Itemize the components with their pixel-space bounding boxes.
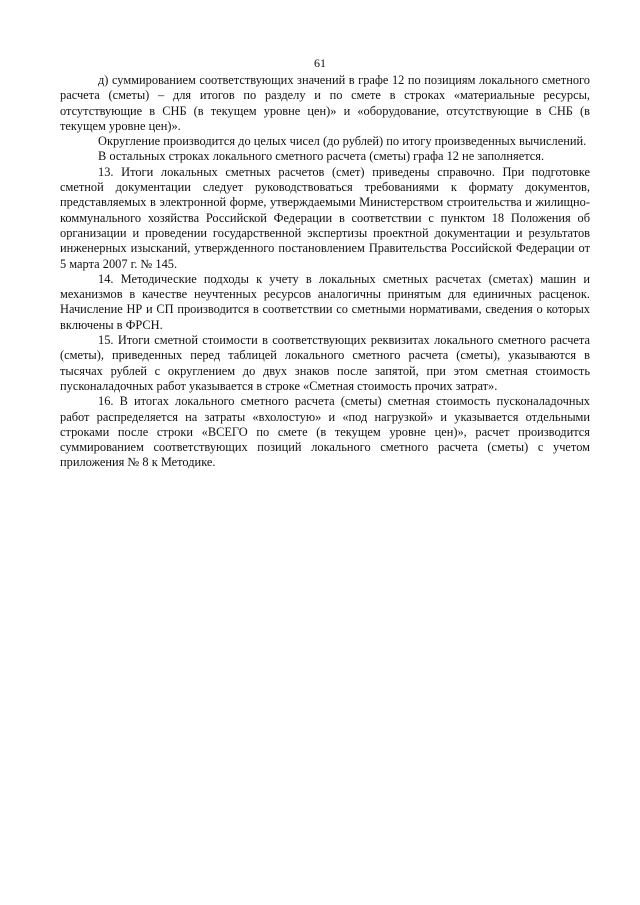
- paragraph-14: 14. Методические подходы к учету в локальных сметных расчетах (сметах) машин и механизмов в качестве неучтенных ресурсов аналогичны принятым для единичных расценок. Начисление НР и СП производится в соответствии со сметными нормативами, сведения о которых включены в ФРСН.: [60, 271, 590, 332]
- page-number: 61: [314, 56, 326, 70]
- paragraph-16: 16. В итогах локального сметного расчета (сметы) сметная стоимость пусконаладочных работ распределяется на затраты «вхолостую» и «под нагрузкой» и указывается отдельными строками после строки «ВСЕГО по смете (в текущем уровне цен)», расчет производится суммированием соответствующих позиций локального сметного расчета (сметы) с учетом приложения № 8 к Методике.: [60, 394, 590, 470]
- paragraph-item-d: д) суммированием соответствующих значений в графе 12 по позициям локального сметного расчета (сметы) – для итогов по разделу и по смете в строках «материальные ресурсы, отсутствующие в СНБ (в текущем уровне цен)» и «оборудование, отсутствующие в СНБ (в текущем уровне цен)».: [60, 73, 590, 133]
- paragraph-other-rows: В остальных строках локального сметного расчета (сметы) графа 12 не заполняется.: [98, 149, 545, 164]
- paragraph-15: 15. Итоги сметной стоимости в соответствующих реквизитах локального сметного расчета (сметы), приведенных перед таблицей локального сметного расчета (сметы), указываются в тысячах рублей с округлением до двух знаков после запятой, при этом сметная стоимость пусконаладочных работ указывается в строке «Сметная стоимость прочих затрат».: [60, 333, 590, 393]
- paragraph-rounding: Округление производится до целых чисел (до рублей) по итогу произведенных вычислений.: [98, 134, 587, 149]
- paragraph-13: 13. Итоги локальных сметных расчетов (смет) приведены справочно. При подготовке сметной документации следует руководствоваться требованиями к формату документов, представляемых в электронной форме, утверждаемыми Министерством строительства и жилищно-коммунального хозяйства Российской Федерации в соответствии с пунктом 18 Положения об организации и проведении государственной экспертизы проектной документации и результатов инженерных изысканий, утвержденного постановлением Правительства Российской Федерации от 5 марта 2007 г. № 145.: [60, 164, 590, 271]
- document-body: [60, 73, 590, 471]
